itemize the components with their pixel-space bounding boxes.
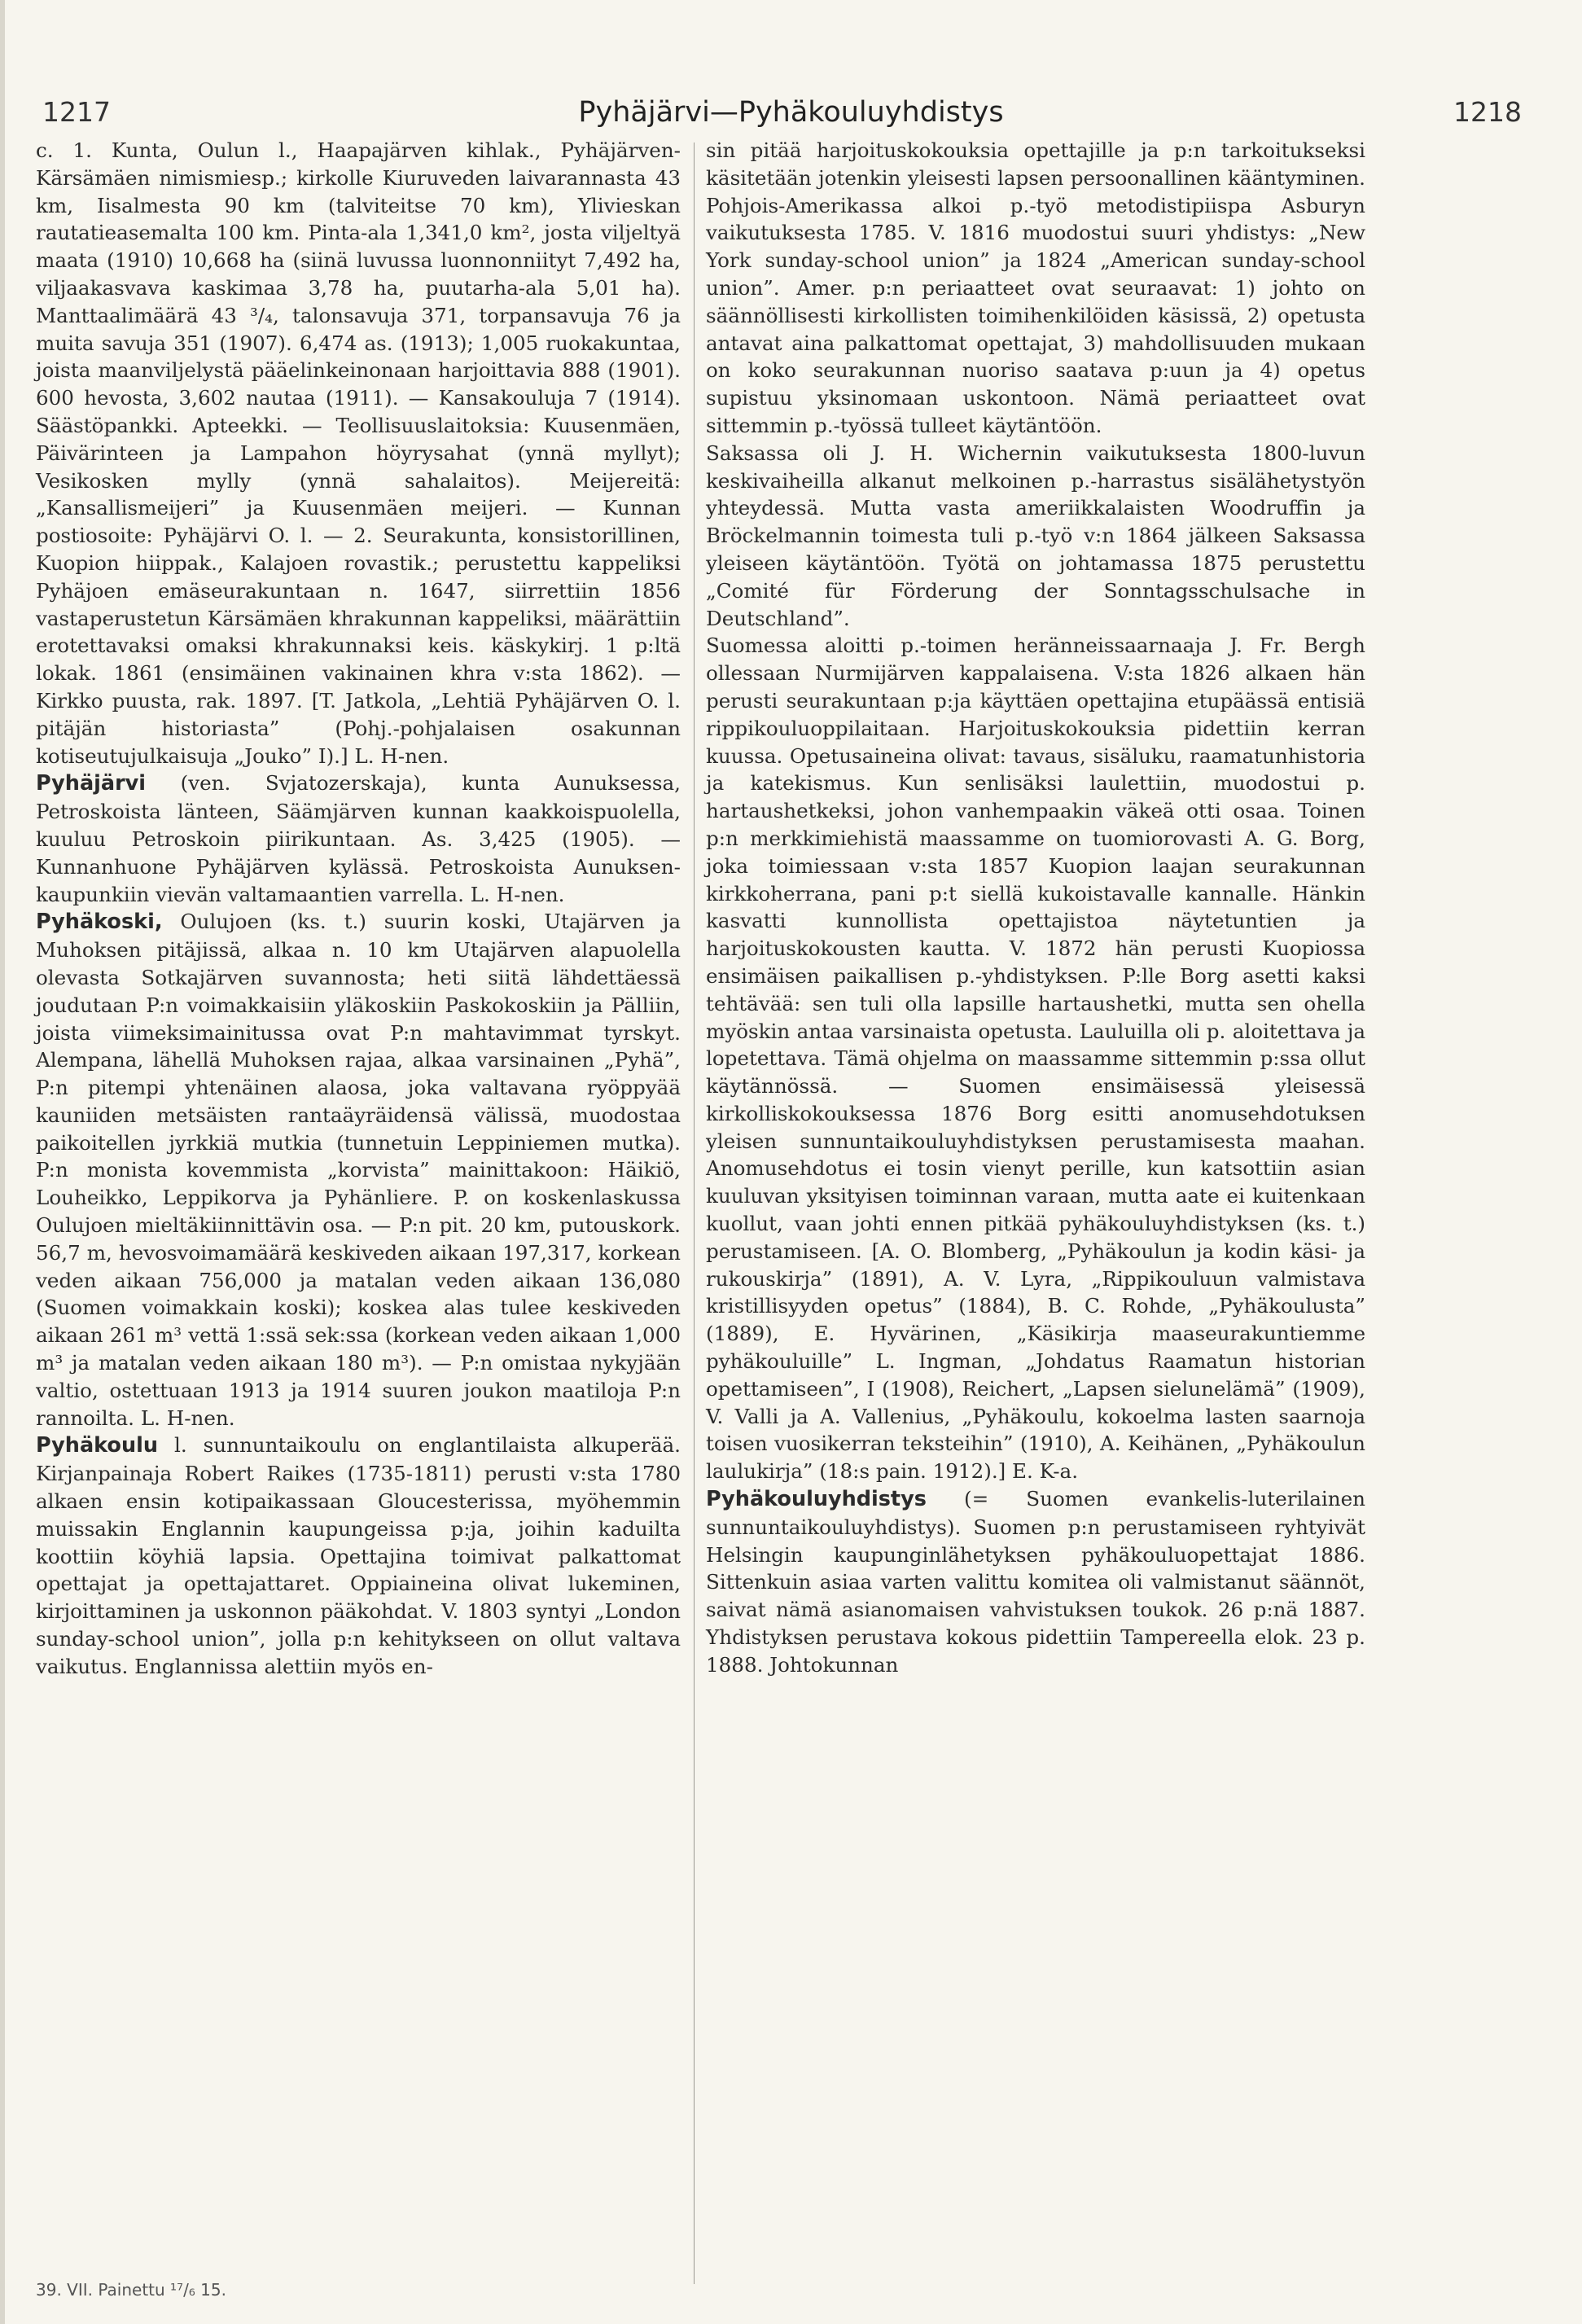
entry-heading: Pyhäkoulu	[36, 1433, 158, 1458]
page-number-right: 1218	[1453, 96, 1522, 128]
entry-body: (ven. Svjatozerskaja), kunta Aunuksessa, Petroskoista länteen, Säämjärven kunnan kaakkoispuolella, kuuluu Petroskoin piirikuntaan. As. 3,425 (1905). — Kunnanhuone Pyhäjärven kylässä. Petroskoista Aunuksen-kaupunkiin vievän valtamaantien varrella. L. H-nen.	[36, 771, 681, 906]
entry-pyhajarvi-oulu: c. 1. Kunta, Oulun l., Haapajärven kihlak., Pyhäjärven-Kärsämäen nimismiesp.; kirkolle Kiuruveden laivarannasta 43 km, Iisalmesta 90 km (talviteitse 70 km), Ylivieskan rautatieasemalta 100 km. Pinta-ala 1,341,0 km², josta viljeltyä maata (1910) 10,668 ha (siinä luvussa luonnonniityt 7,492 ha, viljaakasvava kaskimaa 3,78 ha, puutarha-ala 5,01 ha). Manttaalimäärä 43 ³/₄, talonsavuja 371, torpansavuja 76 ja muita savuja 351 (1907). 6,474 as. (1913); 1,005 ruokakuntaa, joista maanviljelystä pääelinkeinonaan harjoittavia 888 (1901). 600 hevosta, 3,602 nautaa (1911). — Kansakouluja 7 (1914). Säästöpankki. Apteekki. — Teollisuuslaitoksia: Kuusenmäen, Päivärinteen ja Lampahon höyrysahat (ynnä myllyt); Vesikosken mylly (ynnä sahalaitos). Meijereitä: „Kansallismeijeri” ja Kuusenmäen meijeri. — Kunnan postiosoite: Pyhäjärvi O. l. — 2. Seurakunta, konsistorillinen, Kuopion hiippak., Kalajoen rovastik.; perustettu kappeliksi Pyhäjoen emäseurakuntaan n. 1647, siirrettiin 1856 vastaperustetun Kärsämäen khrakunnan kappeliksi, määrättiin erotettavaksi omaksi khrakunnaksi keis. käskykirj. 1 p:ltä lokak. 1861 (ensimäinen vakinainen khra v:sta 1862). — Kirkko puusta, rak. 1897. [T. Jatkola, „Lehtiä Pyhäjärven O. l. pitäjän historiasta” (Pohj.-pohjalaisen osakunnan kotiseutujulkaisuja „Jouko” I).] L. H-nen.	[36, 138, 681, 768]
column-divider	[694, 143, 695, 2284]
page-number-left: 1217	[42, 96, 111, 128]
running-title: Pyhäjärvi—Pyhäkouluyhdistys	[578, 96, 1004, 129]
left-column	[36, 137, 681, 1681]
entry-body: l. sunnuntaikoulu on englantilaista alkuperää. Kirjanpainaja Robert Raikes (1735-1811) perusti v:sta 1780 alkaen ensin kotipaikassaan Gloucesterissa, myöhemmin muissakin Englannin kaupungeissa p:ja, joihin kaduilta koottiin köyhiä lapsia. Opettajina toimivat palkattomat opettajat ja opettajattaret. Oppiaineina olivat lukeminen, kirjoittaminen ja uskonnon pääkohdat. V. 1803 syntyi „London sunday-school union”, jolla p:n kehitykseen on ollut valtava vaikutus. Englannissa alettiin myös en-	[36, 1433, 681, 1678]
entry-body: (= Suomen evankelis-luterilainen sunnuntaikouluyhdistys). Suomen p:n perustamiseen ryhtyivät Helsingin kaupunginlähetyksen pyhäkouluopettajat 1886. Sittenkuin asiaa varten valittu komitea oli valmistanut säännöt, saivat nämä asianomaisen vahvistuksen toukok. 26 p:nä 1887. Yhdistyksen perustava kokous pidettiin Tampereella elok. 23 p. 1888. Johtokunnan	[706, 1487, 1365, 1677]
entry-pyhajarvi-aunus	[36, 770, 681, 908]
paragraph-suomessa: Suomessa aloitti p.-toimen heränneissaarnaaja J. Fr. Bergh ollessaan Nurmijärven kappalaisena. V:sta 1826 alkaen hän perusti seurakuntaan p:ja käyttäen opettajina etupäässä entisiä rippikouluoppilaitaan. Harjoituskokouksia pidettiin kerran kuussa. Opetusaineina olivat: tavaus, sisäluku, raamatunhistoria ja katekismus. Kun senlisäksi laulettiin, muodostui p. hartaushetkeksi, johon vanhempaakin väkeä otti osaa. Toinen p:n merkkimiehistä maassamme on tuomiorovasti A. G. Borg, joka toimiessaan v:sta 1857 Kuopion laajan seurakunnan kirkkoherrana, pani p:t siellä kukoistavalle kannalle. Hänkin kasvatti kunnollista opettajistoa näytetuntien ja harjoituskokousten kautta. V. 1872 hän perusti Kuopiossa ensimäisen paikallisen p.-yhdistyksen. P:lle Borg asetti kaksi tehtävää: sen tuli olla lapsille hartaushetki, mutta sen ohella myöskin antaa varsinaista opetusta. Lauluilla oli p. aloitettava ja lopetettava. Tämä ohjelma on maassamme sittemmin p:ssa ollut käytännössä. — Suomen ensimäisessä yleisessä kirkolliskokouksessa 1876 Borg esitti anomusehdotuksen yleisen sunnuntaikouluyhdistyksen perustamisesta maahan. Anomusehdotus ei tosin vienyt perille, kun katsottiin asian kuuluvan yksityisen toiminnan varaan, mutta aate ei kuitenkaan kuollut, vaan johti ennen pitkää pyhäkouluyhdistyksen (ks. t.) perustamiseen. [A. O. Blomberg, „Pyhäkoulun ja kodin käsi- ja rukouskirja” (1891), A. V. Lyra, „Rippikouluun valmistava kristillisyyden opetus” (1884), B. C. Rohde, „Pyhäkoulusta” (1889), E. Hyvärinen, „Käsikirja maaseurakuntiemme pyhäkouluille” L. Ingman, „Johdatus Raamatun historian opettamiseen”, I (1908), Reichert, „Lapsen sielunelämä” (1909), V. Valli ja A. Vallenius, „Pyhäkoulu, kokoelma lasten saarnoja toisen vuosikerran teksteihin” (1910), A. Keihänen, „Pyhäkoulun laulukirja” (18:s pain. 1912).] E. K-a.	[706, 634, 1365, 1484]
entry-pyhakoulu	[36, 1432, 681, 1680]
printer-note: 39. VII. Painettu ¹⁷/₆ 15.	[36, 2280, 226, 2300]
paragraph-saksassa: Saksassa oli J. H. Wichernin vaikutuksesta 1800-luvun keskivaiheilla alkanut melkoinen p.-harrastus sisälähetystyön yhteydessä. Mutta vasta ameriikkalaisten Woodruffin ja Bröckelmannin toimesta tuli p.-työ v:n 1864 jälkeen Saksassa yleiseen käytäntöön. Työtä on johtamassa 1875 perustettu „Comité für Förderung der Sonntagsschulsache in Deutschland”.	[706, 441, 1365, 630]
entry-heading: Pyhäkoski,	[36, 910, 163, 935]
paragraph-pyhakoulu-cont: sin pitää harjoituskokouksia opettajille ja p:n tarkoitukseksi käsitetään jotenkin yleisesti lapsen persoonallinen kääntyminen. Pohjois-Amerikassa alkoi p.-työ metodistipiispa Asburyn vaikutuksesta 1785. V. 1816 muodostui suuri yhdistys: „New York sunday-school union” ja 1824 „American sunday-school union”. Amer. p:n periaatteet ovat seuraavat: 1) johto on säännöllisesti kirkollisten toimihenkilöiden käsissä, 2) opetusta antavat aina palkattomat opettajat, 3) mahdollisuuden mukaan on koko seurakunnan nuoriso saatava p:uun ja 4) opetus supistuu yksinomaan uskontoon. Nämä periaatteet ovat sittemmin p.-työssä tulleet käytäntöön.	[706, 138, 1365, 437]
entry-body: Oulujoen (ks. t.) suurin koski, Utajärven ja Muhoksen pitäjissä, alkaa n. 10 km Utajärven alapuolella olevasta Sotkajärven suvannosta; heti siitä lähdettäessä joudutaan P:n voimakkaisiin yläkoskiin Paskokoskiin ja Pälliin, joista viimeksimainitussa ovat P:n mahtavimmat tyrskyt. Alempana, lähellä Muhoksen rajaa, alkaa varsinainen „Pyhä”, P:n pitempi yhtenäinen alaosa, joka valtavana ryöppyää kauniiden metsäisten rantaäyräidensä välissä, muodostaa paikoitellen jyrkkiä mutkia (tunnetuin Leppiniemen mutka). P:n monista kovemmista „korvista” mainittakoon: Häikiö, Louheikko, Leppikorva ja Pyhänliere. P. on koskenlaskussa Oulujoen mieltäkiinnittävin osa. — P:n pit. 20 km, putouskork. 56,7 m, hevosvoimamäärä keskiveden aikaan 197,317, korkean veden aikaan 756,000 ja matalan veden aikaan 136,080 (Suomen voimakkain koski); koskea alas tulee keskiveden aikaan 261 m³ vettä 1:ssä sek:ssa (korkean veden aikaan 1,000 m³ ja matalan veden aikaan 180 m³). — P:n omistaa nykyjään valtio, ostettuaan 1913 ja 1914 suuren joukon maatiloja P:n rannoilta. L. H-nen.	[36, 910, 681, 1430]
right-column	[706, 137, 1365, 1679]
entry-pyhakouluyhdistys	[706, 1485, 1365, 1679]
entry-heading: Pyhäkouluyhdistys	[706, 1487, 927, 1512]
entry-heading: Pyhäjärvi	[36, 771, 147, 796]
binding-edge	[0, 0, 5, 2324]
entry-pyhakoski	[36, 908, 681, 1432]
